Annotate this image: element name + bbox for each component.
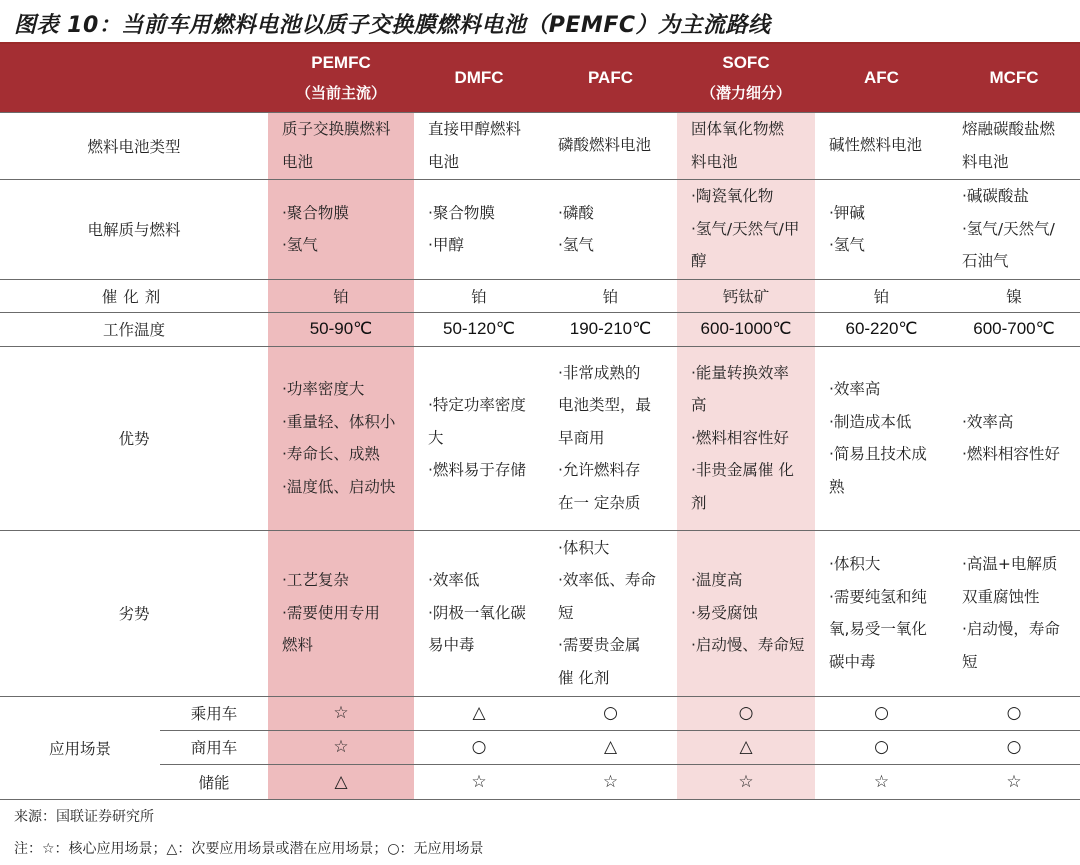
cell-app-sofc: △ bbox=[677, 730, 815, 764]
cell-line: ·氢气/天然气/ bbox=[962, 219, 1055, 238]
cell-line: 剂 bbox=[691, 493, 707, 512]
cell-line: ·陶瓷氧化物 bbox=[691, 187, 774, 206]
cell-line: 石油气 bbox=[962, 252, 1009, 271]
cell-app-pafc: ○ bbox=[603, 703, 618, 723]
cell-line: 熟 bbox=[829, 477, 845, 496]
cell-advantages-sofc bbox=[677, 346, 815, 530]
cell-line: ·阴极一氧化碳 bbox=[428, 603, 526, 622]
cell-type-dmfc bbox=[414, 112, 544, 179]
cell-temperature-afc: 60-220℃ bbox=[845, 319, 918, 338]
comparison-table bbox=[0, 44, 1080, 800]
cell-line: 高 bbox=[691, 396, 707, 415]
cell-type-pemfc bbox=[268, 112, 414, 179]
cell-line: ·碱碳酸盐 bbox=[962, 187, 1029, 206]
cell-line: ·重量轻、体积小 bbox=[282, 412, 396, 431]
cell-line: 熔融碳酸盐燃 bbox=[962, 120, 1056, 138]
sub-label: 储能 bbox=[198, 773, 230, 792]
cell-type-pafc bbox=[544, 112, 677, 179]
row-label: 催化剂 bbox=[101, 287, 167, 306]
cell-line: ·燃料相容性好 bbox=[962, 445, 1060, 463]
cell-line: 在一 定杂质 bbox=[558, 493, 641, 512]
cell-type-afc bbox=[815, 112, 948, 179]
cell-electrolyte-afc bbox=[815, 179, 948, 279]
sub-label: 乘用车 bbox=[190, 705, 238, 723]
cell-app-dmfc: ○ bbox=[471, 737, 487, 757]
cell-line: 固体氧化物燃 bbox=[691, 120, 785, 138]
row-app-storage bbox=[0, 764, 1080, 799]
cell-app-pemfc: ☆ bbox=[268, 730, 414, 764]
cell-line: ·甲醇 bbox=[428, 236, 464, 254]
cell-line: 催 化剂 bbox=[558, 668, 610, 687]
cell-catalyst-afc: 铂 bbox=[873, 287, 890, 306]
cell-line: 易中毒 bbox=[428, 636, 475, 655]
cell-line: ·效率高 bbox=[829, 380, 881, 398]
cell-line: ·温度高 bbox=[691, 571, 743, 590]
cell-app-mcfc: ☆ bbox=[1006, 771, 1022, 792]
cell-line: 燃料 bbox=[282, 636, 314, 655]
cell-line: ·效率高 bbox=[962, 412, 1014, 431]
cell-line: 短 bbox=[558, 603, 574, 622]
cell-line: ·特定功率密度 bbox=[428, 396, 526, 415]
header-corner bbox=[0, 44, 268, 112]
cell-line: 直接甲醇燃料 bbox=[428, 120, 522, 138]
source-note: 来源：国联证券研究所 bbox=[14, 809, 154, 825]
cell-line: ·易受腐蚀 bbox=[691, 603, 758, 622]
cell-line: ·氢气 bbox=[282, 236, 318, 254]
cell-app-pafc: △ bbox=[603, 737, 618, 757]
cell-app-pafc: ☆ bbox=[602, 771, 619, 792]
cell-catalyst-pafc: 铂 bbox=[602, 287, 619, 306]
cell-line: 醇 bbox=[691, 252, 707, 271]
cell-electrolyte-mcfc bbox=[948, 179, 1080, 279]
cell-disadvantages-afc bbox=[815, 530, 948, 696]
cell-temperature-dmfc: 50-120℃ bbox=[442, 319, 516, 338]
cell-line: 短 bbox=[962, 652, 978, 671]
cell-line: ·需要贵金属 bbox=[558, 636, 641, 655]
cell-app-dmfc: △ bbox=[472, 703, 486, 723]
cell-line: ·非贵金属催 化 bbox=[691, 461, 794, 480]
cell-temperature-mcfc: 600-700℃ bbox=[973, 319, 1055, 338]
cell-line: 早商用 bbox=[558, 428, 605, 447]
row-label: 优势 bbox=[118, 430, 150, 448]
header-pafc: PAFC bbox=[544, 44, 677, 112]
cell-electrolyte-dmfc bbox=[414, 179, 544, 279]
figure-title: 图表 10：当前车用燃料电池以质子交换膜燃料电池（PEMFC）为主流路线 bbox=[14, 13, 771, 38]
cell-advantages-pemfc bbox=[268, 346, 414, 530]
cell-line: 电池类型，最 bbox=[558, 396, 652, 415]
row-catalyst bbox=[0, 279, 1080, 312]
sub-label: 商用车 bbox=[190, 739, 238, 757]
row-app-passenger bbox=[0, 696, 1080, 730]
header-pemfc: PEMFC （当前主流） bbox=[268, 44, 414, 112]
cell-app-mcfc: ○ bbox=[1006, 703, 1022, 723]
cell-advantages-pafc bbox=[544, 346, 677, 530]
cell-line: ·高温+电解质 bbox=[962, 555, 1058, 573]
cell-catalyst-dmfc: 铂 bbox=[471, 287, 487, 306]
row-electrolyte bbox=[0, 179, 1080, 279]
cell-line: 料电池 bbox=[691, 152, 738, 171]
cell-line: 磷酸燃料电池 bbox=[558, 136, 652, 155]
cell-line: ·效率低 bbox=[428, 571, 480, 590]
cell-type-sofc bbox=[677, 112, 815, 179]
cell-electrolyte-pafc bbox=[544, 179, 677, 279]
cell-app-mcfc: ○ bbox=[1006, 737, 1022, 757]
cell-temperature-pemfc: 50-90℃ bbox=[268, 312, 414, 346]
cell-line: ·燃料易于存储 bbox=[428, 461, 526, 480]
cell-line: ·简易且技术成 bbox=[829, 445, 927, 463]
cell-disadvantages-pafc bbox=[544, 530, 677, 696]
cell-disadvantages-pemfc bbox=[268, 530, 414, 696]
row-label: 劣势 bbox=[118, 605, 150, 623]
header-afc: AFC bbox=[815, 44, 948, 112]
cell-temperature-pafc: 190-210℃ bbox=[569, 319, 652, 338]
cell-line: ·允许燃料存 bbox=[558, 461, 641, 480]
cell-line: ·效率低、寿命 bbox=[558, 571, 656, 590]
cell-line: ·磷酸 bbox=[558, 203, 594, 222]
cell-line: ·体积大 bbox=[558, 538, 610, 557]
row-label: 应用场景 bbox=[48, 739, 111, 758]
cell-line: 碱性燃料电池 bbox=[829, 136, 923, 155]
cell-line: ·制造成本低 bbox=[829, 412, 912, 431]
cell-disadvantages-dmfc bbox=[414, 530, 544, 696]
row-temperature bbox=[0, 312, 1080, 346]
cell-advantages-dmfc bbox=[414, 346, 544, 530]
cell-app-pemfc: △ bbox=[268, 764, 414, 799]
header-mcfc: MCFC bbox=[948, 44, 1080, 112]
cell-line: ·氢气/天然气/甲 bbox=[691, 219, 800, 238]
cell-catalyst-pemfc: 铂 bbox=[268, 279, 414, 312]
cell-line: ·钾碱 bbox=[829, 203, 865, 222]
cell-line: ·非常成熟的 bbox=[558, 363, 641, 382]
cell-line: 电池 bbox=[428, 152, 460, 171]
row-label: 工作温度 bbox=[102, 321, 165, 339]
cell-disadvantages-mcfc bbox=[948, 530, 1080, 696]
row-disadvantages bbox=[0, 530, 1080, 696]
cell-app-afc: ☆ bbox=[873, 771, 890, 792]
cell-line: ·寿命长、成熟 bbox=[282, 445, 380, 463]
cell-line: ·氢气 bbox=[558, 236, 594, 254]
cell-line: ·燃料相容性好 bbox=[691, 428, 789, 447]
cell-app-afc: ○ bbox=[874, 703, 889, 723]
cell-line: ·能量转换效率 bbox=[691, 363, 789, 382]
cell-app-dmfc: ☆ bbox=[471, 771, 487, 792]
cell-line: 碳中毒 bbox=[829, 652, 876, 671]
cell-advantages-afc bbox=[815, 346, 948, 530]
header-dmfc: DMFC bbox=[414, 44, 544, 112]
legend-note: 注：☆：核心应用场景；△：次要应用场景或潜在应用场景；○：无应用场景 bbox=[14, 841, 484, 857]
cell-line: 氧,易受一氧化 bbox=[829, 620, 927, 638]
row-label: 燃料电池类型 bbox=[87, 137, 181, 156]
cell-line: ·体积大 bbox=[829, 555, 881, 573]
cell-line: 双重腐蚀性 bbox=[962, 587, 1040, 606]
cell-line: ·启动慢，寿命 bbox=[962, 620, 1060, 638]
cell-line: ·功率密度大 bbox=[282, 380, 365, 398]
cell-line: ·聚合物膜 bbox=[428, 203, 495, 222]
cell-advantages-mcfc bbox=[948, 346, 1080, 530]
cell-electrolyte-pemfc bbox=[268, 179, 414, 279]
header-sofc: SOFC （潜力细分） bbox=[677, 44, 815, 112]
row-advantages bbox=[0, 346, 1080, 530]
row-app-commercial bbox=[0, 730, 1080, 764]
cell-line: ·需要纯氢和纯 bbox=[829, 587, 927, 606]
cell-line: ·温度低、启动快 bbox=[282, 477, 396, 496]
cell-line: 质子交换膜燃料 bbox=[282, 120, 391, 138]
cell-line: ·工艺复杂 bbox=[282, 571, 349, 590]
cell-app-pemfc: ☆ bbox=[268, 696, 414, 730]
cell-line: 料电池 bbox=[962, 152, 1009, 171]
row-label: 电解质与燃料 bbox=[87, 221, 181, 239]
cell-catalyst-sofc: 钙钛矿 bbox=[677, 279, 815, 312]
row-battery-type bbox=[0, 112, 1080, 179]
cell-line: ·启动慢、寿命短 bbox=[691, 636, 805, 655]
cell-line: ·需要使用专用 bbox=[282, 603, 380, 622]
cell-catalyst-mcfc: 镍 bbox=[1006, 287, 1022, 306]
cell-line: 大 bbox=[428, 428, 444, 447]
cell-line: ·聚合物膜 bbox=[282, 203, 349, 222]
cell-disadvantages-sofc bbox=[677, 530, 815, 696]
cell-app-sofc: ☆ bbox=[677, 764, 815, 799]
cell-temperature-sofc: 600-1000℃ bbox=[677, 312, 815, 346]
cell-electrolyte-sofc bbox=[677, 179, 815, 279]
cell-app-sofc: ○ bbox=[677, 696, 815, 730]
cell-type-mcfc bbox=[948, 112, 1080, 179]
cell-line: ·氢气 bbox=[829, 236, 865, 254]
header-row bbox=[0, 44, 1080, 112]
cell-app-afc: ○ bbox=[874, 737, 889, 757]
cell-line: 电池 bbox=[282, 152, 314, 171]
